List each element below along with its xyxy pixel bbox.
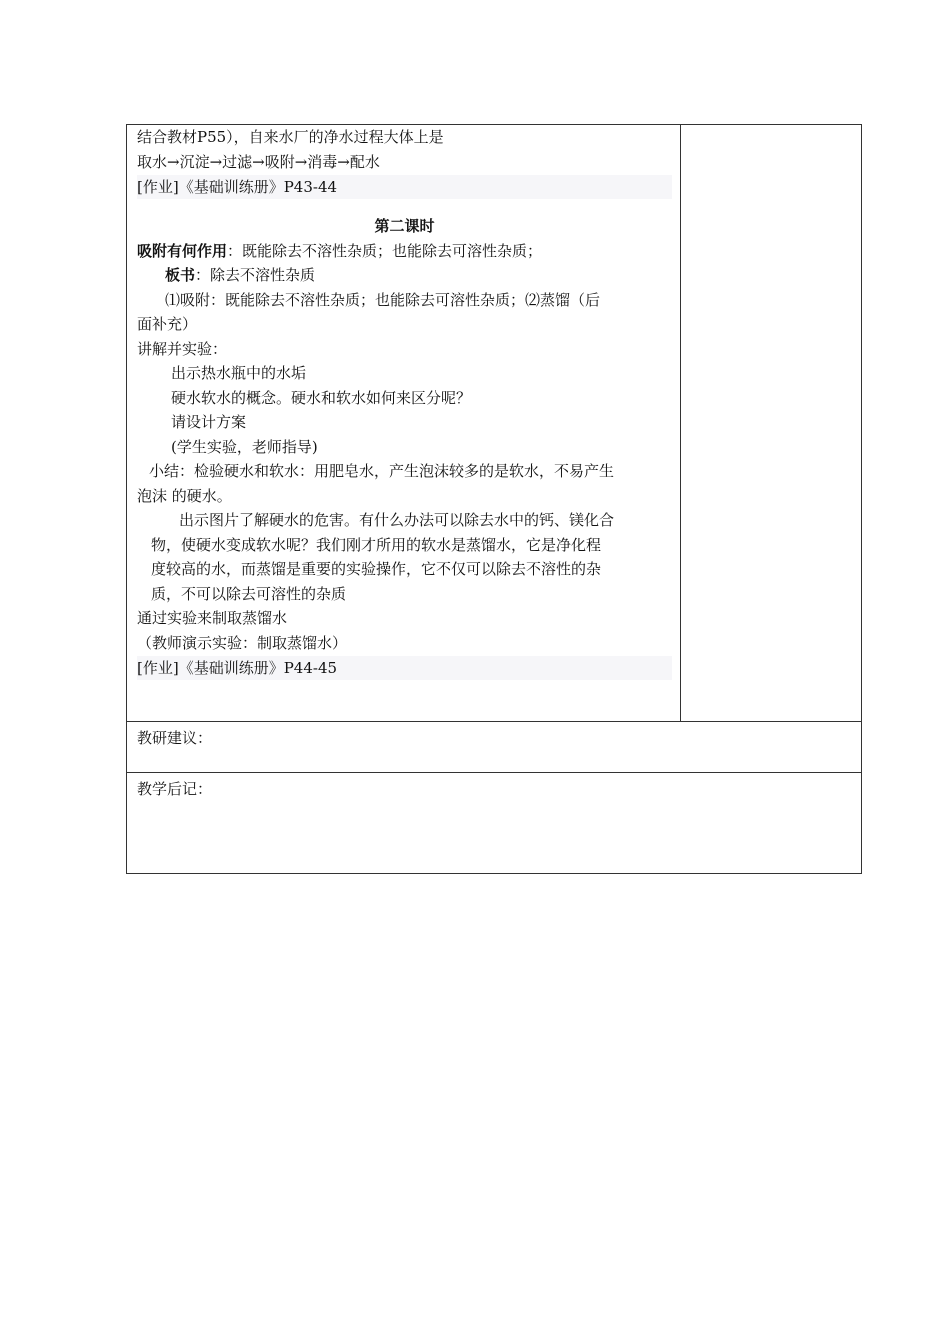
text-line: 取水→沉淀→过滤→吸附→消毒→配水 xyxy=(137,152,380,171)
homework-line: [作业]《基础训练册》P44-45 xyxy=(137,656,672,680)
text-line: 物，使硬水变成软水呢？我们刚才所用的软水是蒸馏水，它是净化程 xyxy=(151,535,602,554)
text-line: 出示热水瓶中的水垢 xyxy=(171,364,307,382)
text-line: (学生实验，老师指导) xyxy=(171,437,318,456)
text-line: 质，不可以除去可溶性的杂质 xyxy=(151,584,347,603)
text-line: 面补充） xyxy=(137,315,198,333)
notes-label: 教学后记： xyxy=(137,780,213,798)
text-line: 结合教材P55），自来水厂的净水过程大体上是 xyxy=(137,128,444,146)
board-label: 板书 xyxy=(165,266,196,284)
spacer xyxy=(137,200,672,214)
text-line: 泡沫 的硬水。 xyxy=(137,486,232,505)
notes-cell xyxy=(127,773,862,874)
question-text: ：既能除去不溶性杂质；也能除去可溶性杂质； xyxy=(227,241,543,260)
side-cell xyxy=(681,125,862,722)
lesson-plan-table xyxy=(126,124,862,874)
advice-cell xyxy=(127,722,862,773)
text-line: 硬水软水的概念。硬水和软水如何来区分呢？ xyxy=(171,388,472,407)
text-line: 出示图片了解硬水的危害。有什么办法可以除去水中的钙、镁化合 xyxy=(179,511,615,529)
summary-line: 小结：检验硬水和软水：用肥皂水，产生泡沫较多的是软水，不易产生 xyxy=(149,462,615,480)
text-line: 度较高的水，而蒸馏是重要的实验操作，它不仅可以除去不溶性的杂 xyxy=(151,560,602,578)
advice-label: 教研建议： xyxy=(137,729,213,747)
section-title: 第二课时 xyxy=(374,217,435,235)
text-line: 讲解并实验： xyxy=(137,339,228,358)
question-label: 吸附有何作用 xyxy=(137,241,228,260)
homework-line: [作业]《基础训练册》P43-44 xyxy=(137,175,672,199)
board-line xyxy=(137,263,672,288)
board-text: ：除去不溶性杂质 xyxy=(195,266,316,284)
question-line xyxy=(137,239,672,264)
text-line: 请设计方案 xyxy=(171,413,247,431)
text-line: ⑴吸附：既能除去不溶性杂质；也能除去可溶性杂质；⑵蒸馏（后 xyxy=(165,290,601,309)
text-line: （教师演示实验：制取蒸馏水） xyxy=(137,633,348,652)
text-line: 通过实验来制取蒸馏水 xyxy=(137,609,288,627)
content-cell xyxy=(127,125,681,722)
